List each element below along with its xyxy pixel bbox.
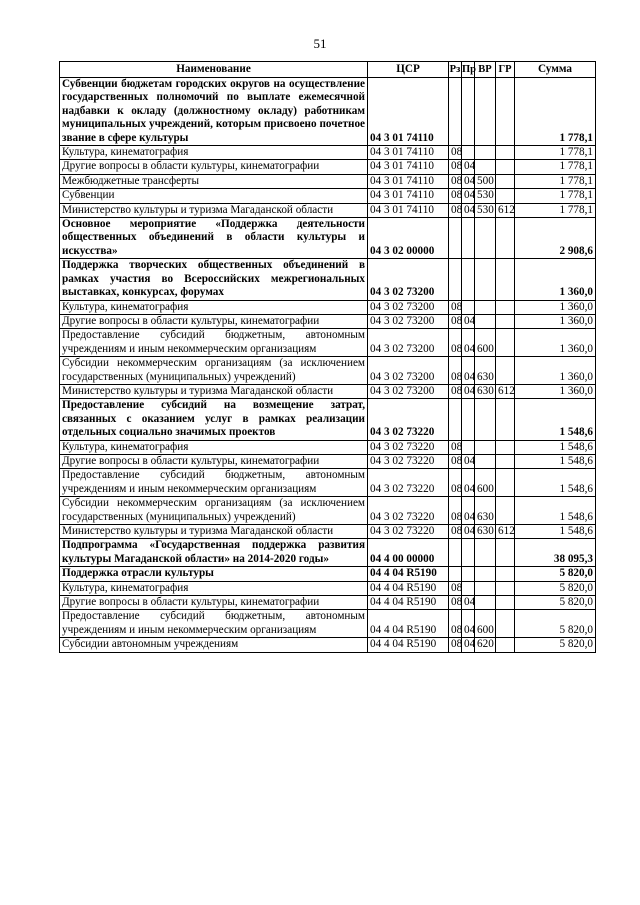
cell-sum: 5 820,0 <box>515 581 596 595</box>
cell-gr <box>496 596 515 610</box>
cell-rz: 08 <box>449 203 462 217</box>
cell-gr <box>496 581 515 595</box>
cell-pr <box>462 300 475 314</box>
cell-pr: 04 <box>462 469 475 497</box>
cell-vr: 600 <box>475 329 496 357</box>
cell-rz: 08 <box>449 189 462 203</box>
cell-name: Межбюджетные трансферты <box>60 174 368 188</box>
cell-vr: 630 <box>475 525 496 539</box>
cell-sum: 1 778,1 <box>515 189 596 203</box>
cell-pr <box>462 399 475 440</box>
cell-vr: 530 <box>475 203 496 217</box>
cell-sum: 1 778,1 <box>515 78 596 146</box>
table-row <box>60 567 596 581</box>
cell-gr: 612 <box>496 384 515 398</box>
cell-gr <box>496 469 515 497</box>
cell-rz: 08 <box>449 146 462 160</box>
cell-name: Другие вопросы в области культуры, кинематографии <box>60 454 368 468</box>
cell-name: Культура, кинематография <box>60 300 368 314</box>
cell-pr: 04 <box>462 160 475 174</box>
cell-csr: 04 3 02 73200 <box>368 314 449 328</box>
cell-gr <box>496 567 515 581</box>
cell-vr <box>475 146 496 160</box>
cell-sum: 1 548,6 <box>515 399 596 440</box>
cell-name: Другие вопросы в области культуры, кинематографии <box>60 160 368 174</box>
table-row <box>60 203 596 217</box>
table-row <box>60 146 596 160</box>
cell-vr <box>475 259 496 300</box>
cell-pr <box>462 567 475 581</box>
table-row <box>60 314 596 328</box>
cell-csr: 04 4 04 R5190 <box>368 596 449 610</box>
cell-rz: 08 <box>449 610 462 638</box>
cell-pr: 04 <box>462 454 475 468</box>
table-body <box>60 78 596 653</box>
cell-name: Субсидии автономным учреждениям <box>60 638 368 652</box>
cell-name: Культура, кинематография <box>60 146 368 160</box>
cell-gr <box>496 314 515 328</box>
cell-pr: 04 <box>462 497 475 525</box>
cell-vr: 630 <box>475 384 496 398</box>
cell-name: Культура, кинематография <box>60 581 368 595</box>
table-row <box>60 399 596 440</box>
cell-rz: 08 <box>449 525 462 539</box>
cell-pr: 04 <box>462 596 475 610</box>
cell-sum: 5 820,0 <box>515 596 596 610</box>
cell-pr: 04 <box>462 189 475 203</box>
cell-csr: 04 3 02 73200 <box>368 329 449 357</box>
cell-gr <box>496 329 515 357</box>
cell-gr <box>496 146 515 160</box>
cell-pr <box>462 146 475 160</box>
page-number: 51 <box>313 36 327 51</box>
cell-vr: 630 <box>475 497 496 525</box>
cell-pr <box>462 581 475 595</box>
cell-gr: 612 <box>496 203 515 217</box>
cell-sum: 1 360,0 <box>515 259 596 300</box>
cell-name: Субсидии некоммерческим организациям (за исключением государственных (муниципальных) учреждений) <box>60 357 368 385</box>
cell-name: Другие вопросы в области культуры, кинематографии <box>60 314 368 328</box>
header-name: Наименование <box>60 62 368 78</box>
cell-sum: 1 548,6 <box>515 454 596 468</box>
cell-gr <box>496 300 515 314</box>
cell-csr: 04 4 00 00000 <box>368 539 449 567</box>
cell-rz <box>449 539 462 567</box>
cell-csr: 04 4 04 R5190 <box>368 638 449 652</box>
cell-rz: 08 <box>449 440 462 454</box>
cell-sum: 1 360,0 <box>515 329 596 357</box>
cell-csr: 04 3 02 73220 <box>368 497 449 525</box>
cell-sum: 1 778,1 <box>515 174 596 188</box>
cell-csr: 04 3 02 73220 <box>368 440 449 454</box>
cell-vr <box>475 454 496 468</box>
table-row <box>60 300 596 314</box>
cell-sum: 1 778,1 <box>515 203 596 217</box>
cell-vr: 530 <box>475 189 496 203</box>
cell-rz: 08 <box>449 469 462 497</box>
cell-csr: 04 4 04 R5190 <box>368 610 449 638</box>
cell-rz: 08 <box>449 581 462 595</box>
cell-csr: 04 3 01 74110 <box>368 174 449 188</box>
cell-pr <box>462 440 475 454</box>
cell-vr <box>475 440 496 454</box>
table-row <box>60 638 596 652</box>
table-row <box>60 218 596 259</box>
table-row <box>60 525 596 539</box>
cell-gr <box>496 78 515 146</box>
table-row <box>60 329 596 357</box>
header-rz: Рз <box>449 62 462 78</box>
cell-name: Основное мероприятие «Поддержка деятельности общественных объединений в области культуры и искусства» <box>60 218 368 259</box>
cell-pr <box>462 259 475 300</box>
cell-csr: 04 3 01 74110 <box>368 146 449 160</box>
cell-sum: 1 360,0 <box>515 314 596 328</box>
cell-pr: 04 <box>462 525 475 539</box>
cell-csr: 04 4 04 R5190 <box>368 581 449 595</box>
cell-vr: 620 <box>475 638 496 652</box>
cell-sum: 5 820,0 <box>515 638 596 652</box>
cell-gr <box>496 539 515 567</box>
cell-gr <box>496 174 515 188</box>
cell-rz <box>449 78 462 146</box>
cell-sum: 1 778,1 <box>515 146 596 160</box>
cell-vr: 500 <box>475 174 496 188</box>
cell-rz: 08 <box>449 160 462 174</box>
header-sum: Сумма <box>515 62 596 78</box>
header-vr: ВР <box>475 62 496 78</box>
cell-rz <box>449 259 462 300</box>
header-gr: ГР <box>496 62 515 78</box>
table-row <box>60 610 596 638</box>
table-row <box>60 454 596 468</box>
table-row <box>60 189 596 203</box>
cell-rz: 08 <box>449 329 462 357</box>
cell-csr: 04 3 02 73200 <box>368 384 449 398</box>
cell-vr <box>475 596 496 610</box>
budget-table <box>59 61 596 653</box>
cell-vr <box>475 218 496 259</box>
cell-sum: 38 095,3 <box>515 539 596 567</box>
table-row <box>60 497 596 525</box>
cell-sum: 1 360,0 <box>515 384 596 398</box>
table-header-row <box>60 62 596 78</box>
cell-rz: 08 <box>449 384 462 398</box>
cell-pr: 04 <box>462 610 475 638</box>
header-csr: ЦСР <box>368 62 449 78</box>
cell-sum: 1 548,6 <box>515 440 596 454</box>
cell-vr: 600 <box>475 469 496 497</box>
cell-name: Культура, кинематография <box>60 440 368 454</box>
cell-csr: 04 3 01 74110 <box>368 203 449 217</box>
cell-sum: 1 548,6 <box>515 469 596 497</box>
cell-sum: 1 360,0 <box>515 357 596 385</box>
cell-name: Предоставление субсидий на возмещение затрат, связанных с оказанием услуг в рамках реализации отдельных социально значимых проектов <box>60 399 368 440</box>
cell-gr <box>496 357 515 385</box>
cell-name: Предоставление субсидий бюджетным, автономным учреждениям и иным некоммерческим организациям <box>60 610 368 638</box>
cell-vr <box>475 78 496 146</box>
cell-gr <box>496 189 515 203</box>
cell-vr <box>475 567 496 581</box>
cell-csr: 04 3 01 74110 <box>368 189 449 203</box>
cell-pr <box>462 218 475 259</box>
table-row <box>60 174 596 188</box>
cell-csr: 04 3 02 73220 <box>368 525 449 539</box>
cell-gr <box>496 160 515 174</box>
cell-rz: 08 <box>449 174 462 188</box>
cell-gr <box>496 259 515 300</box>
table-row <box>60 581 596 595</box>
table-row <box>60 596 596 610</box>
cell-csr: 04 3 02 73220 <box>368 469 449 497</box>
cell-name: Предоставление субсидий бюджетным, автономным учреждениям и иным некоммерческим организациям <box>60 329 368 357</box>
table-row <box>60 539 596 567</box>
cell-csr: 04 3 01 74110 <box>368 160 449 174</box>
cell-gr <box>496 497 515 525</box>
table-row <box>60 160 596 174</box>
cell-sum: 1 548,6 <box>515 525 596 539</box>
table-row <box>60 78 596 146</box>
cell-rz: 08 <box>449 596 462 610</box>
cell-pr: 04 <box>462 203 475 217</box>
cell-rz <box>449 399 462 440</box>
cell-vr: 600 <box>475 610 496 638</box>
cell-rz: 08 <box>449 300 462 314</box>
cell-gr <box>496 454 515 468</box>
cell-sum: 1 360,0 <box>515 300 596 314</box>
cell-csr: 04 4 04 R5190 <box>368 567 449 581</box>
cell-sum: 5 820,0 <box>515 610 596 638</box>
cell-gr <box>496 399 515 440</box>
cell-vr <box>475 314 496 328</box>
table-row <box>60 384 596 398</box>
cell-rz: 08 <box>449 454 462 468</box>
cell-sum: 2 908,6 <box>515 218 596 259</box>
table-row <box>60 440 596 454</box>
cell-vr <box>475 581 496 595</box>
cell-sum: 1 778,1 <box>515 160 596 174</box>
cell-gr: 612 <box>496 525 515 539</box>
cell-rz: 08 <box>449 497 462 525</box>
cell-name: Предоставление субсидий бюджетным, автономным учреждениям и иным некоммерческим организациям <box>60 469 368 497</box>
cell-vr <box>475 160 496 174</box>
cell-name: Министерство культуры и туризма Магаданской области <box>60 384 368 398</box>
cell-rz: 08 <box>449 357 462 385</box>
cell-name: Поддержка отрасли культуры <box>60 567 368 581</box>
cell-sum: 1 548,6 <box>515 497 596 525</box>
table-row <box>60 259 596 300</box>
cell-rz <box>449 218 462 259</box>
cell-sum: 5 820,0 <box>515 567 596 581</box>
cell-gr <box>496 218 515 259</box>
cell-csr: 04 3 02 00000 <box>368 218 449 259</box>
cell-gr <box>496 610 515 638</box>
cell-vr <box>475 399 496 440</box>
table-row <box>60 469 596 497</box>
cell-pr: 04 <box>462 314 475 328</box>
cell-csr: 04 3 01 74110 <box>368 78 449 146</box>
cell-vr <box>475 300 496 314</box>
table-row <box>60 357 596 385</box>
cell-csr: 04 3 02 73200 <box>368 300 449 314</box>
cell-gr <box>496 440 515 454</box>
cell-pr: 04 <box>462 357 475 385</box>
cell-rz: 08 <box>449 638 462 652</box>
cell-name: Министерство культуры и туризма Магаданской области <box>60 203 368 217</box>
cell-pr: 04 <box>462 384 475 398</box>
cell-pr: 04 <box>462 174 475 188</box>
cell-rz: 08 <box>449 314 462 328</box>
cell-csr: 04 3 02 73200 <box>368 357 449 385</box>
cell-name: Подпрограмма «Государственная поддержка развития культуры Магаданской области» на 2014-2020 годы» <box>60 539 368 567</box>
header-pr: Пр <box>462 62 475 78</box>
cell-name: Субвенции <box>60 189 368 203</box>
cell-pr: 04 <box>462 329 475 357</box>
cell-gr <box>496 638 515 652</box>
cell-pr <box>462 539 475 567</box>
cell-name: Поддержка творческих общественных объединений в рамках участия во Всероссийских межрегиональных выставках, конкурсах, форумах <box>60 259 368 300</box>
cell-name: Субсидии некоммерческим организациям (за исключением государственных (муниципальных) учреждений) <box>60 497 368 525</box>
cell-name: Министерство культуры и туризма Магаданской области <box>60 525 368 539</box>
cell-vr: 630 <box>475 357 496 385</box>
cell-rz <box>449 567 462 581</box>
cell-pr: 04 <box>462 638 475 652</box>
cell-csr: 04 3 02 73220 <box>368 454 449 468</box>
cell-pr <box>462 78 475 146</box>
cell-csr: 04 3 02 73200 <box>368 259 449 300</box>
cell-vr <box>475 539 496 567</box>
cell-csr: 04 3 02 73220 <box>368 399 449 440</box>
cell-name: Субвенции бюджетам городских округов на осуществление государственных полномочий по выплате ежемесячной надбавки к окладу (должностному окладу) работникам муниципальных учреждений, которым присвоено почетное звание в сфере культуры <box>60 78 368 146</box>
cell-name: Другие вопросы в области культуры, кинематографии <box>60 596 368 610</box>
